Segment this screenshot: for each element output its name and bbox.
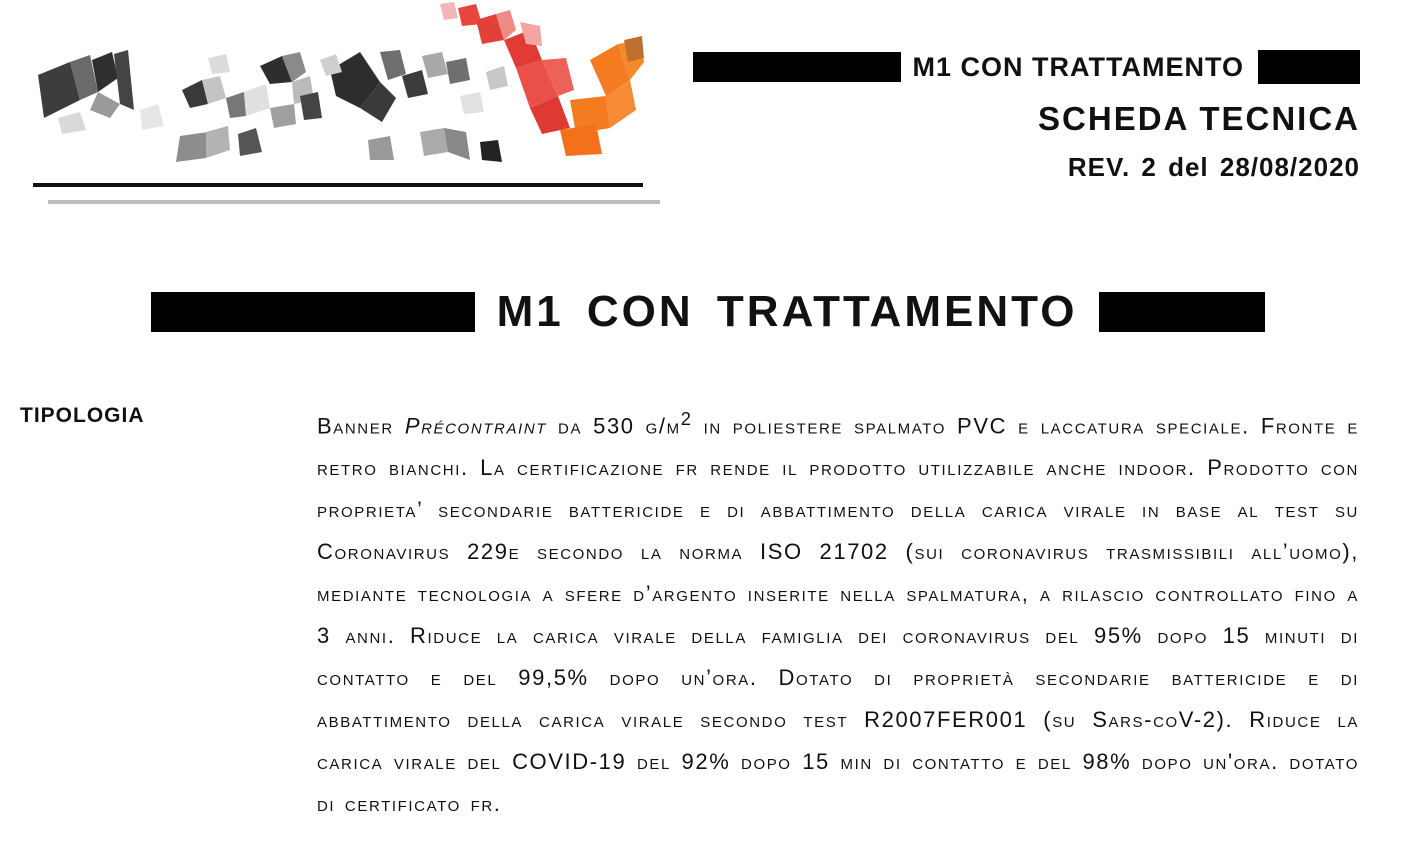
description-part: Banner [317,413,405,439]
header-doc-type: SCHEDA TECNICA [1038,100,1360,137]
section-description [317,398,1359,825]
redaction-bar [693,52,901,82]
redaction-bar [1258,50,1360,84]
description-superscript: 2 [680,408,693,429]
header-product-line [693,50,1360,84]
description-part: in poliestere spalmato PVC e laccatura speciale. Fronte e retro bianchi. La certificazione fr rende il prodotto utilizzabile anche indoor. Prodotto con proprieta’ secondarie battericide e di abbattimento della carica virale in base al test su Coronavirus 229e secondo la norma ISO 21702 (sui coronavirus trasmissibili all’uomo), mediante tecnologia a sfere d’argento inserite nella spalmatura, a rilascio controllato fino a 3 anni. Riduce la carica virale della famiglia dei coronavirus del 95% dopo 15 minuti di contatto e del 99,5% dopo un’ora. Dotato di proprietà secondarie battericide e di abbattimento della carica virale secondo test R2007FER001 (su Sars-coV-2). Riduce la carica virale del COVID-19 del 92% dopo 15 min di contatto e del 98% dopo un'ora. dotato di certificato fr. [317,413,1359,817]
description-italic: Précontraint [404,413,548,439]
redaction-bar [151,292,475,332]
main-title-text: M1 CON TRATTAMENTO [496,287,1078,336]
header-revision: REV. 2 del 28/08/2020 [1067,152,1360,182]
header-rule-black [33,183,643,187]
main-title [0,287,1416,337]
company-logo [30,0,660,210]
header-product-name: M1 CON TRATTAMENTO [912,51,1244,82]
redaction-bar [1099,292,1265,332]
description-part: da 530 g/m [547,413,681,439]
section-label: TIPOLOGIA [20,404,145,427]
header-rule-grey [48,200,660,204]
